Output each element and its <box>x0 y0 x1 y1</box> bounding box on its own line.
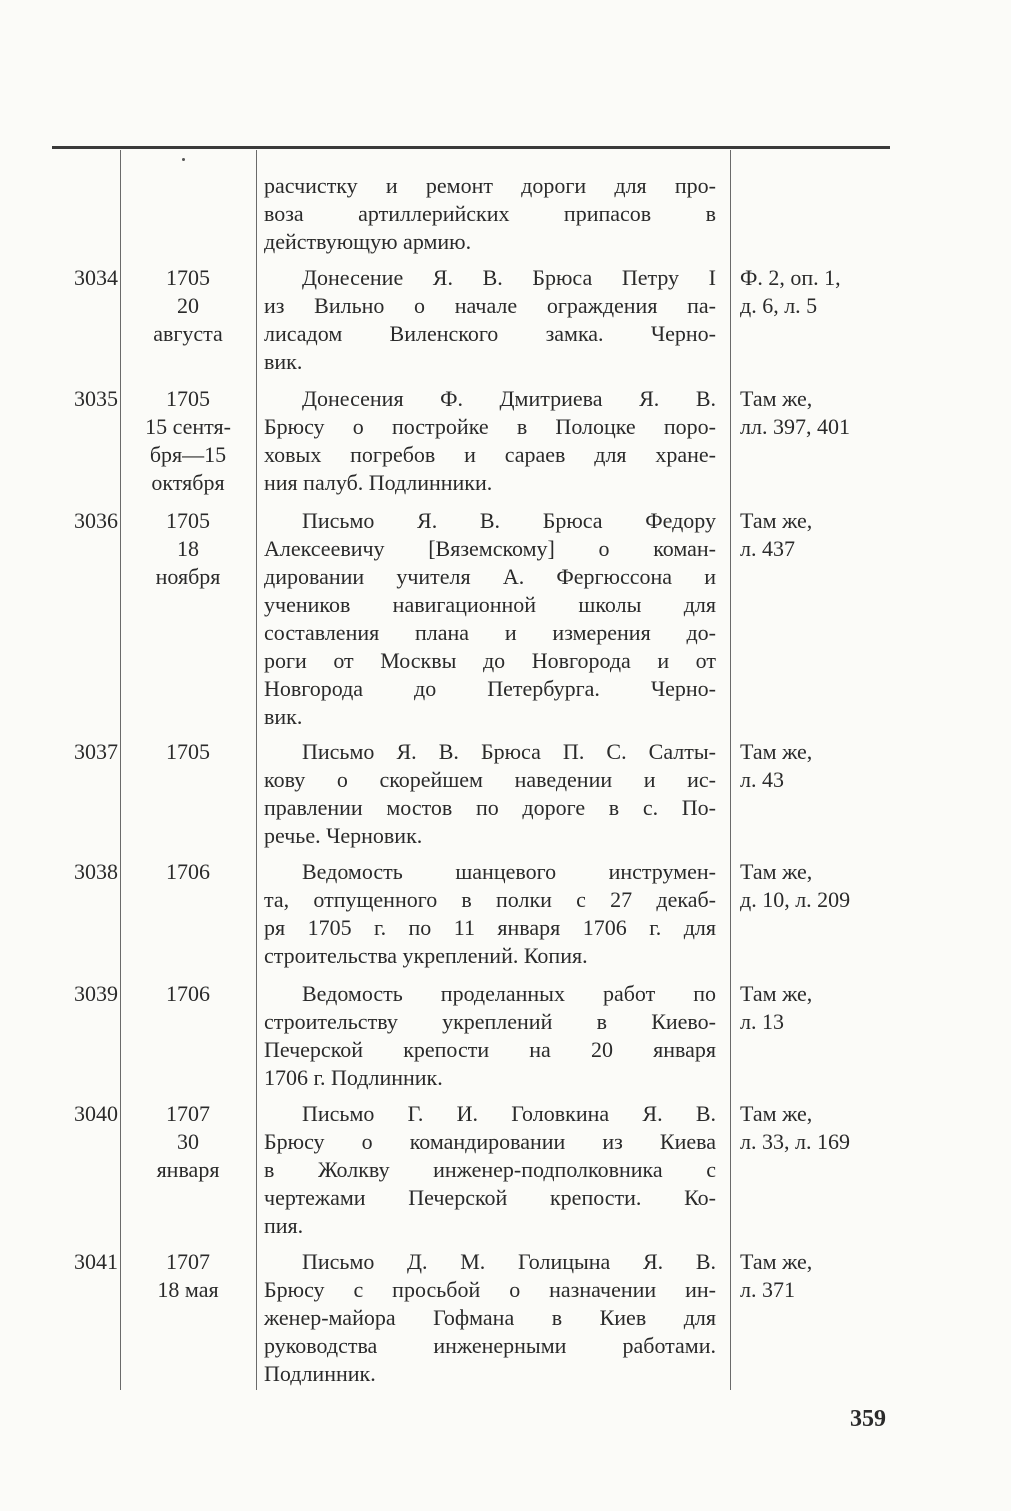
description-line: Подлинник. <box>264 1361 376 1386</box>
row-reference: Там же, л. 437 <box>740 508 813 561</box>
description-line: Донесения Ф. Дмитриева Я. В. <box>302 386 716 411</box>
description-line: чертежами Печерской крепости. Ко- <box>264 1185 716 1210</box>
description-line: составления плана и измерения до- <box>264 620 716 645</box>
row-date: 1707 30 января <box>156 1101 220 1182</box>
description-line: ховых погребов и сараев для хране- <box>264 442 716 467</box>
description-line: Печерской крепости на 20 января <box>264 1037 716 1062</box>
row-description <box>264 264 716 376</box>
description-line: Письмо Г. И. Головкина Я. В. <box>302 1101 716 1126</box>
row-date: 1705 18 ноября <box>155 508 221 589</box>
description-line: в Жолкву инженер-подполковника с <box>264 1157 716 1182</box>
description-line: 1706 г. Подлинник. <box>264 1065 443 1090</box>
description-line: воза артиллерийских припасов в <box>264 201 716 226</box>
description-line: Новгорода до Петербурга. Черно- <box>264 676 716 701</box>
row-number: 3037 <box>74 739 118 764</box>
description-line: строительству укреплений в Киево- <box>264 1009 716 1034</box>
description-line: строительства укреплений. Копия. <box>264 943 588 968</box>
description-line: лисадом Виленского замка. Черно- <box>264 321 716 346</box>
row-date: 1705 20 августа <box>153 265 223 346</box>
row-date: 1705 15 сентя- бря—15 октября <box>145 386 231 495</box>
description-line: Брюсу о командировании из Киева <box>264 1129 716 1154</box>
row-date: 1706 <box>166 981 210 1006</box>
page-number: 359 <box>850 1406 886 1432</box>
row-description <box>264 1100 716 1240</box>
row-reference: Там же, л. 371 <box>740 1249 813 1302</box>
description-line: действующую армию. <box>264 229 472 254</box>
row-date: 1705 <box>166 739 210 764</box>
description-line: учеников навигационной школы для <box>264 592 716 617</box>
row-number: 3039 <box>74 981 118 1006</box>
row-number: 3041 <box>74 1249 118 1274</box>
row-reference: Там же, л. 43 <box>740 739 813 792</box>
row-date: 1706 <box>166 859 210 884</box>
row-description <box>264 172 716 256</box>
description-line: Брюсу с просьбой о назначении ин- <box>264 1277 716 1302</box>
description-line: из Вильно о начале ограждения па- <box>264 293 716 318</box>
row-description <box>264 507 716 731</box>
column-divider-description <box>730 150 731 1390</box>
row-number: 3034 <box>74 265 118 290</box>
row-number: 3040 <box>74 1101 118 1126</box>
row-description <box>264 858 716 970</box>
description-line: правлении мостов по дороге в с. По- <box>264 795 716 820</box>
description-line: Письмо Я. В. Брюса П. С. Салты- <box>302 739 716 764</box>
description-line: Донесение Я. В. Брюса Петру I <box>302 265 716 290</box>
description-line: руководства инженерными работами. <box>264 1333 716 1358</box>
row-reference: Ф. 2, оп. 1, д. 6, л. 5 <box>740 265 841 318</box>
description-line: дировании учителя А. Фергюссона и <box>264 564 716 589</box>
description-line: та, отпущенного в полки с 27 декаб- <box>264 887 716 912</box>
row-description <box>264 738 716 850</box>
row-number: 3038 <box>74 859 118 884</box>
description-line: Алексеевичу [Вяземскому] о коман- <box>264 536 716 561</box>
row-description <box>264 980 716 1092</box>
description-line: вик. <box>264 349 303 374</box>
row-reference: Там же, л. 13 <box>740 981 813 1034</box>
row-description <box>264 1248 716 1388</box>
description-line: Ведомость шанцевого инструмен- <box>302 859 716 884</box>
description-line: речье. Черновик. <box>264 823 423 848</box>
description-line: расчистку и ремонт дороги для про- <box>264 173 716 198</box>
description-line: ря 1705 г. по 11 января 1706 г. для <box>264 915 716 940</box>
description-line: роги от Москвы до Новгорода и от <box>264 648 716 673</box>
row-date: 1707 18 мая <box>157 1249 219 1302</box>
row-number: 3036 <box>74 508 118 533</box>
description-line: Брюсу о постройке в Полоцке поро- <box>264 414 716 439</box>
column-divider-date <box>256 150 257 1390</box>
top-rule <box>52 146 890 149</box>
description-line: кову о скорейшем наведении и ис- <box>264 767 716 792</box>
description-line: пия. <box>264 1213 304 1238</box>
column-divider-number <box>120 150 121 1390</box>
row-reference: Там же, лл. 397, 401 <box>740 386 850 439</box>
description-line: Письмо Я. В. Брюса Федору <box>302 508 716 533</box>
description-line: Письмо Д. М. Голицына Я. В. <box>302 1249 716 1274</box>
print-speck <box>182 158 185 161</box>
description-line: Ведомость проделанных работ по <box>302 981 716 1006</box>
description-line: женер-майора Гофмана в Киев для <box>264 1305 716 1330</box>
description-line: вик. <box>264 704 303 729</box>
row-reference: Там же, л. 33, л. 169 <box>740 1101 850 1154</box>
row-number: 3035 <box>74 386 118 411</box>
description-line: ния палуб. Подлинники. <box>264 470 493 495</box>
row-description <box>264 385 716 497</box>
row-reference: Там же, д. 10, л. 209 <box>740 859 851 912</box>
